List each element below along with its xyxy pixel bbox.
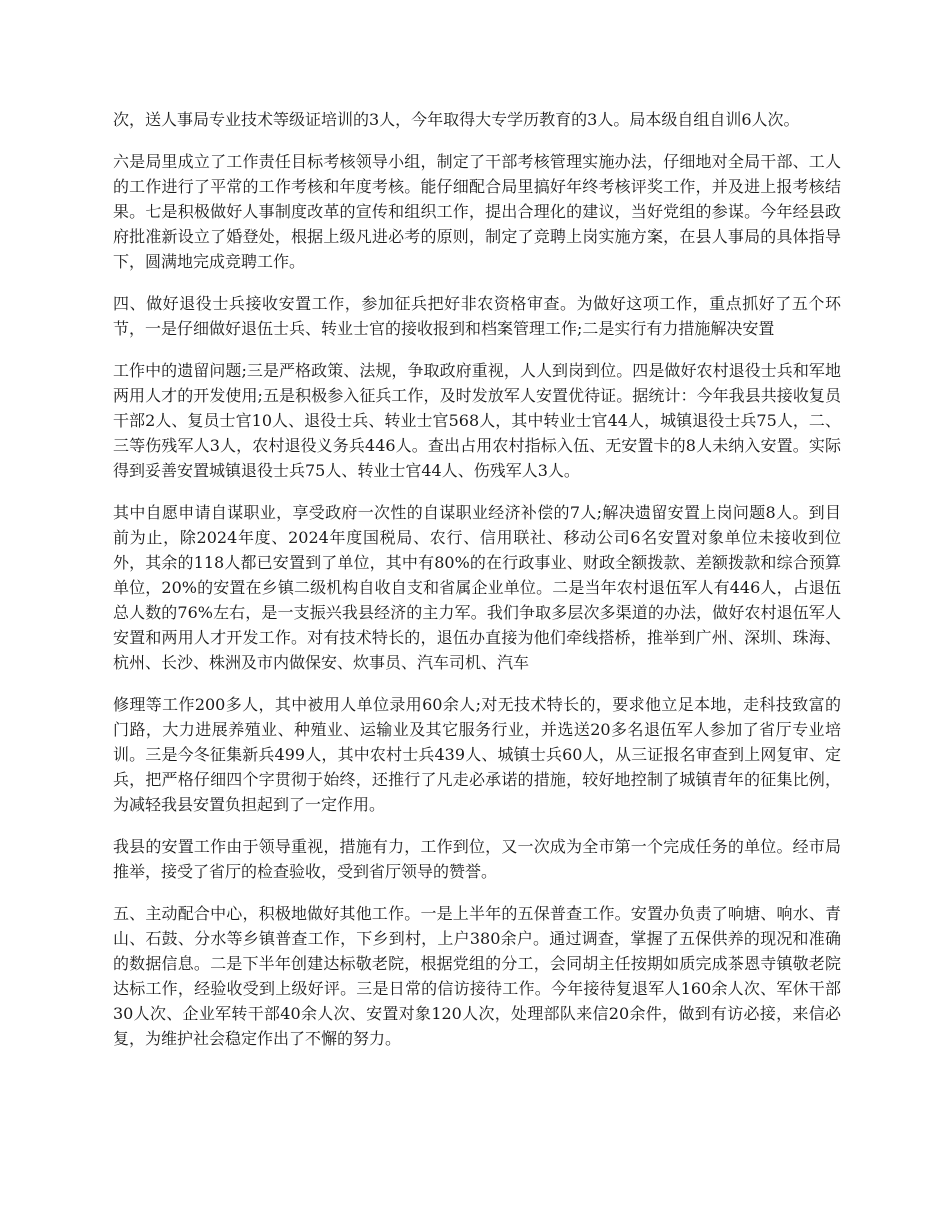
paragraph-1: 次，送人事局专业技术等级证培训的3人，今年取得大专学历教育的3人。局本级自组自训6人次。: [113, 110, 800, 129]
document-body: [113, 107, 841, 1068]
paragraph-8: 五、主动配合中心，积极地做好其他工作。一是上半年的五保普查工作。安置办负责了响塘、响水、青山、石鼓、分水等乡镇普查工作，下乡到村，上户380余户。通过调查，掌握了五保供养的现况和准确的数据信息。二是下半年创建达标敬老院，根据党组的分工，会同胡主任按期如质完成茶恩寺镇敬老院达标工作，经验收受到上级好评。三是日常的信访接待工作。今年接待复退军人160余人次、军休干部30人次、企业军转干部40余人次、安置对象120人次，处理部队来信20余件，做到有访必接，来信必复，为维护社会稳定作出了不懈的努力。: [113, 904, 841, 1048]
paragraph-2: 六是局里成立了工作责任目标考核领导小组，制定了干部考核管理实施办法，仔细地对全局干部、工人的工作进行了平常的工作考核和年度考核。能仔细配合局里搞好年终考核评奖工作，并及进上报考核结果。七是积极做好人事制度改革的宣传和组织工作，提出合理化的建议，当好党组的参谋。今年经县政府批准新设立了婚登处，根据上级凡进必考的原则，制定了竞聘上岗实施方案，在县人事局的具体指导下，圆满地完成竞聘工作。: [113, 152, 841, 271]
paragraph-5: 其中自愿申请自谋职业，享受政府一次性的自谋职业经济补偿的7人;解决遗留安置上岗问题8人。到目前为止，除2024年度、2024年度国税局、农行、信用联社、移动公司6名安置对象单位未接收到位外，其余的118人都已安置到了单位，其中有80%的在行政事业、财政全额拨款、差额拨款和综合预算单位，20%的安置在乡镇二级机构自收自支和省属企业单位。二是当年农村退伍军人有446人，占退伍总人数的76%左右，是一支振兴我县经济的主力军。我们争取多层次多渠道的办法，做好农村退伍军人安置和两用人才开发工作。对有技术特长的，退伍办直接为他们牵线搭桥，推举到广州、深圳、珠海、杭州、长沙、株洲及市内做保安、炊事员、汽车司机、汽车: [113, 503, 841, 672]
paragraph-6: 修理等工作200多人，其中被用人单位录用60余人;对无技术特长的，要求他立足本地，走科技致富的门路，大力进展养殖业、种殖业、运输业及其它服务行业，并选送20多名退伍军人参加了省厅专业培训。三是今冬征集新兵499人，其中农村士兵439人、城镇士兵60人，从三证报名审查到上网复审、定兵，把严格仔细四个字贯彻于始终，还推行了凡走必承诺的措施，较好地控制了城镇青年的征集比例，为减轻我县安置负担起到了一定作用。: [113, 695, 841, 814]
paragraph-3: 四、做好退役士兵接收安置工作，参加征兵把好非农资格审查。为做好这项工作，重点抓好了五个环节，一是仔细做好退伍士兵、转业士官的接收报到和档案管理工作;二是实行有力措施解决安置: [113, 294, 841, 338]
paragraph-7: 我县的安置工作由于领导重视，措施有力，工作到位，又一次成为全市第一个完成任务的单位。经市局推举，接受了省厅的检查验收，受到省厅领导的赞誉。: [113, 837, 841, 881]
paragraph-4: 工作中的遗留问题;三是严格政策、法规，争取政府重视，人人到岗到位。四是做好农村退役士兵和军地两用人才的开发使用;五是积极参入征兵工作，及时发放军人安置优待证。据统计：今年我县共接收复员干部2人、复员士官10人、退役士兵、转业士官568人，其中转业士官44人，城镇退役士兵75人，二、三等伤残军人3人，农村退役义务兵446人。查出占用农村指标入伍、无安置卡的8人未纳入安置。实际得到妥善安置城镇退役士兵75人、转业士官44人、伤残军人3人。: [113, 361, 841, 480]
